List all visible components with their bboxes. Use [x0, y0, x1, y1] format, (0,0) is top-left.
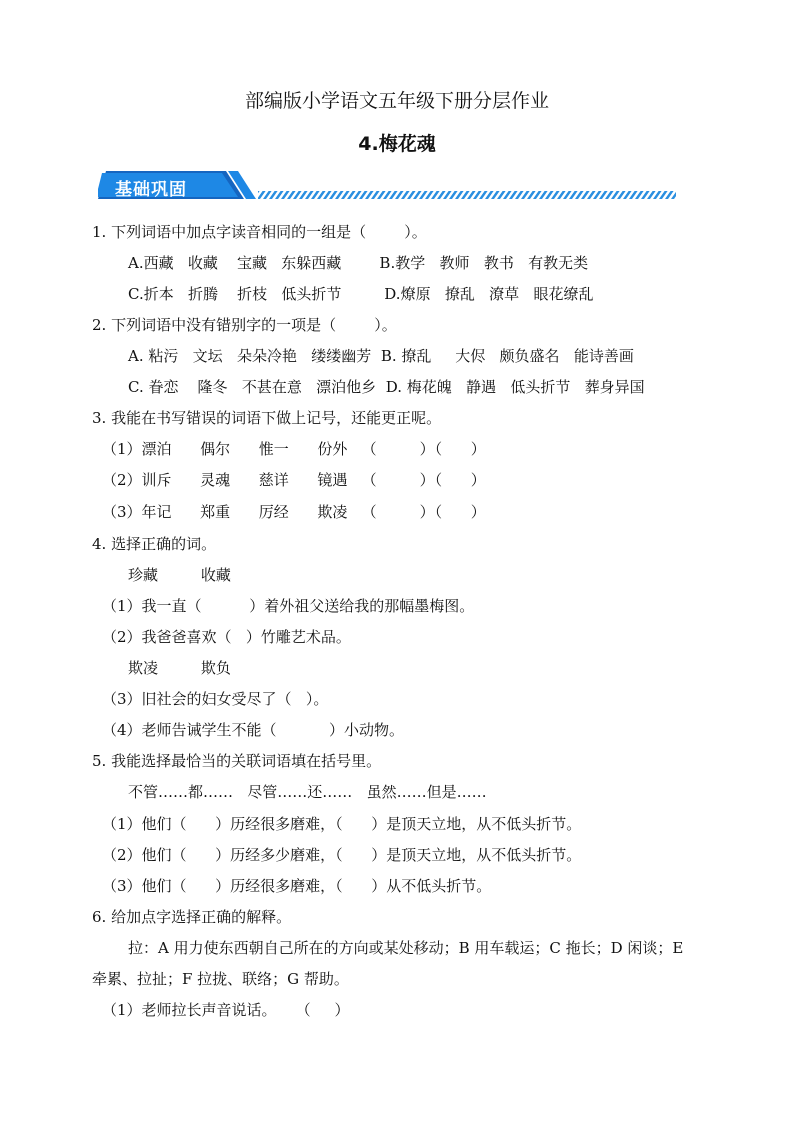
question-5-item-1: （1）他们（ ）历经很多磨难，（ ）是顶天立地，从不低头折节。: [102, 815, 582, 833]
question-6-definitions-line-1: 拉：A 用力使东西朝自己所在的方向或某处移动；B 用车载运；C 拖长；D 闲谈；E: [128, 939, 684, 957]
question-4-item-2: （2）我爸爸喜欢（ ）竹雕艺术品。: [102, 628, 351, 646]
question-2-stem: 2. 下列词语中没有错别字的一项是（ ）。: [92, 316, 397, 334]
section-banner-label: 基础巩固: [115, 180, 187, 200]
question-5-item-3: （3）他们（ ）历经很多磨难，（ ）从不低头折节。: [102, 877, 492, 895]
lesson-title: 4.梅花魂: [358, 133, 436, 155]
question-4-item-3: （3）旧社会的妇女受尽了（ ）。: [102, 690, 329, 708]
question-1-options-ab: A.西藏 收藏 宝藏 东躲西藏 B.教学 教师 教书 有教无类: [128, 254, 589, 272]
question-2-options-cd: C. 眷恋 隆冬 不甚在意 漂泊他乡 D. 梅花魄 静遇 低头折节 葬身异国: [128, 378, 645, 396]
question-3-stem: 3. 我能在书写错误的词语下做上记号，还能更正呢。: [92, 409, 442, 427]
question-5-conjunctions: 不管……都…… 尽管……还…… 虽然……但是……: [128, 783, 487, 801]
question-4-word-choices-2: 欺凌 欺负: [128, 659, 231, 677]
question-4-word-choices-1: 珍藏 收藏: [128, 566, 231, 584]
question-1-stem: 1. 下列词语中加点字读音相同的一组是（ ）。: [92, 223, 427, 241]
question-6-item-1: （1）老师拉长声音说话。 （ ）: [102, 1001, 350, 1019]
question-4-item-1: （1）我一直（ ）着外祖父送给我的那幅墨梅图。: [102, 597, 475, 615]
question-5-stem: 5. 我能选择最恰当的关联词语填在括号里。: [92, 752, 382, 770]
question-3-item-1: （1）漂泊 偶尔 惟一 份外 （ ）（ ）: [102, 440, 486, 458]
question-6-stem: 6. 给加点字选择正确的解释。: [92, 908, 292, 926]
question-3-item-3: （3）年记 郑重 厉经 欺凌 （ ）（ ）: [102, 503, 486, 521]
question-3-item-2: （2）训斥 灵魂 慈详 镜遇 （ ）（ ）: [102, 471, 486, 489]
question-4-stem: 4. 选择正确的词。: [92, 535, 217, 553]
question-4-item-4: （4）老师告诫学生不能（ ）小动物。: [102, 721, 404, 739]
page-title: 部编版小学语文五年级下册分层作业: [244, 90, 549, 112]
question-2-options-ab: A. 粘污 文坛 朵朵冷艳 缕缕幽芳 B. 撩乱 大侭 颇负盛名 能诗善画: [128, 347, 634, 365]
question-6-definitions-line-2: 牵累、拉扯；F 拉拢、联络；G 帮助。: [92, 970, 349, 988]
question-1-options-cd: C.折本 折腾 折枝 低头折节 D.燎原 撩乱 潦草 眼花缭乱: [128, 285, 594, 303]
question-5-item-2: （2）他们（ ）历经多少磨难，（ ）是顶天立地，从不低头折节。: [102, 846, 582, 864]
